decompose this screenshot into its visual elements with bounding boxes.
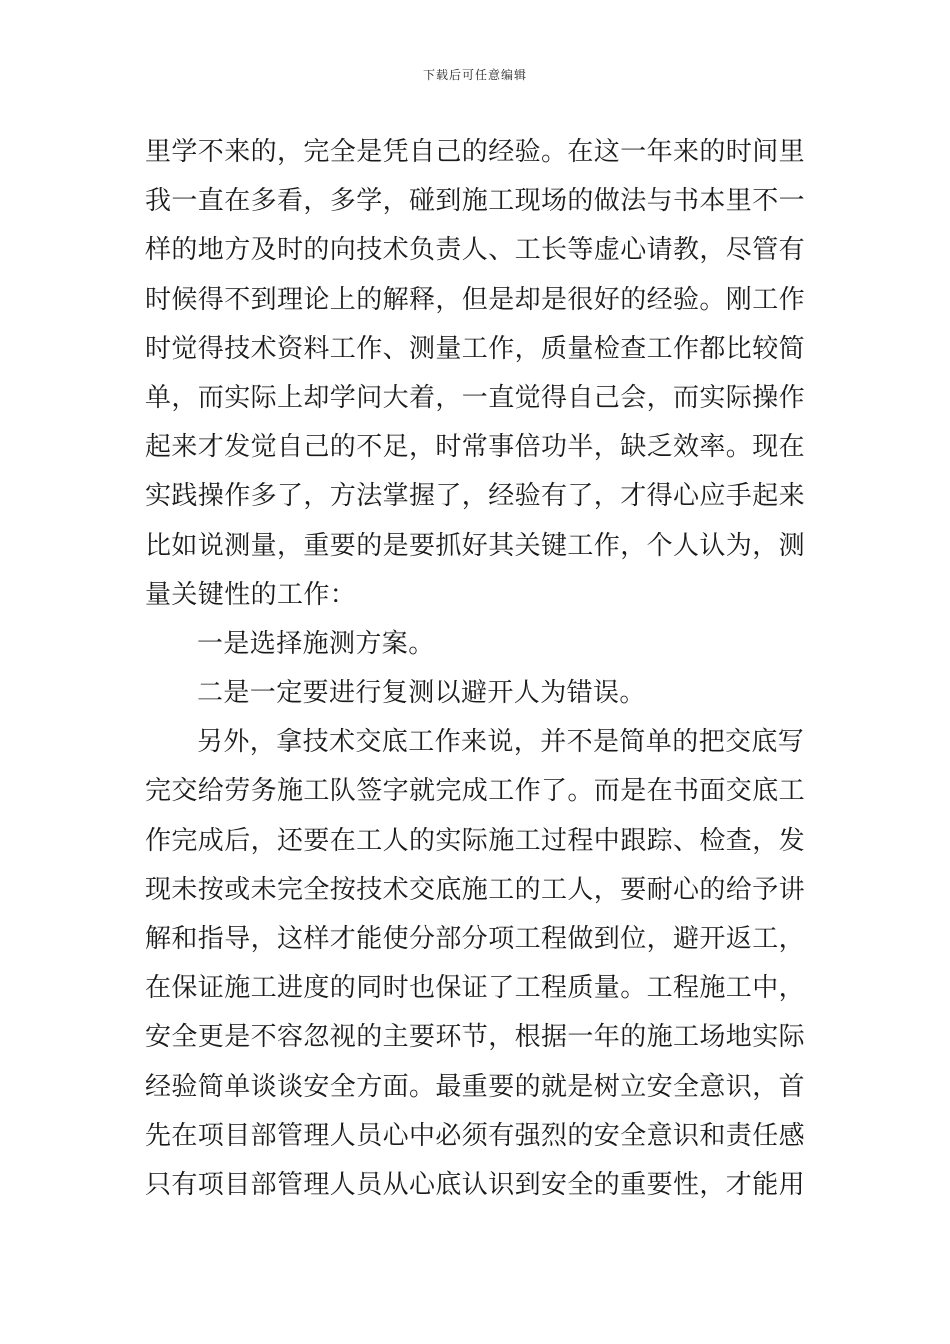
text-line: 时觉得技术资料工作、测量工作，质量检查工作都比较简	[145, 333, 806, 364]
text-line: 只有项目部管理人员从心底认识到安全的重要性，才能用	[145, 1169, 806, 1200]
text-line: 二是一定要进行复测以避开人为错误。	[197, 678, 646, 709]
text-line: 现未按或未完全按技术交底施工的工人，要耐心的给予讲	[145, 874, 806, 905]
text-line: 经验简单谈谈安全方面。最重要的就是树立安全意识，首	[145, 1071, 806, 1102]
text-line: 量关键性的工作：	[145, 579, 357, 610]
text-line: 里学不来的，完全是凭自己的经验。在这一年来的时间里	[145, 137, 806, 167]
text-line: 安全更是不容忽视的主要环节，根据一年的施工场地实际	[145, 1022, 806, 1053]
text-line: 一是选择施测方案。	[197, 628, 435, 659]
text-line: 时候得不到理论上的解释，但是却是很好的经验。刚工作	[145, 284, 806, 315]
text-line: 在保证施工进度的同时也保证了工程质量。工程施工中，	[145, 973, 806, 1004]
text-line: 比如说测量，重要的是要抓好其关键工作，个人认为，测	[145, 530, 806, 561]
text-line: 样的地方及时的向技术负责人、工长等虚心请教，尽管有	[145, 235, 806, 266]
text-line: 先在项目部管理人员心中必须有强烈的安全意识和责任感	[145, 1120, 806, 1151]
text-line: 起来才发觉自己的不足，时常事倍功半，缺乏效率。现在	[145, 432, 806, 463]
body-text	[145, 128, 810, 1210]
text-line: 我一直在多看，多学，碰到施工现场的做法与书本里不一	[145, 186, 806, 217]
text-line: 实践操作多了，方法掌握了，经验有了，才得心应手起来	[145, 481, 806, 512]
text-line: 完交给劳务施工队签字就完成工作了。而是在书面交底工	[145, 776, 806, 807]
page-header: 下载后可任意编辑	[422, 68, 527, 82]
text-line: 解和指导，这样才能使分部分项工程做到位，避开返工，	[145, 924, 806, 954]
text-line: 另外，拿技术交底工作来说，并不是简单的把交底写	[197, 727, 805, 758]
text-line: 作完成后，还要在工人的实际施工过程中跟踪、检查，发	[145, 825, 806, 856]
text-line: 单，而实际上却学问大着，一直觉得自己会，而实际操作	[145, 382, 806, 413]
